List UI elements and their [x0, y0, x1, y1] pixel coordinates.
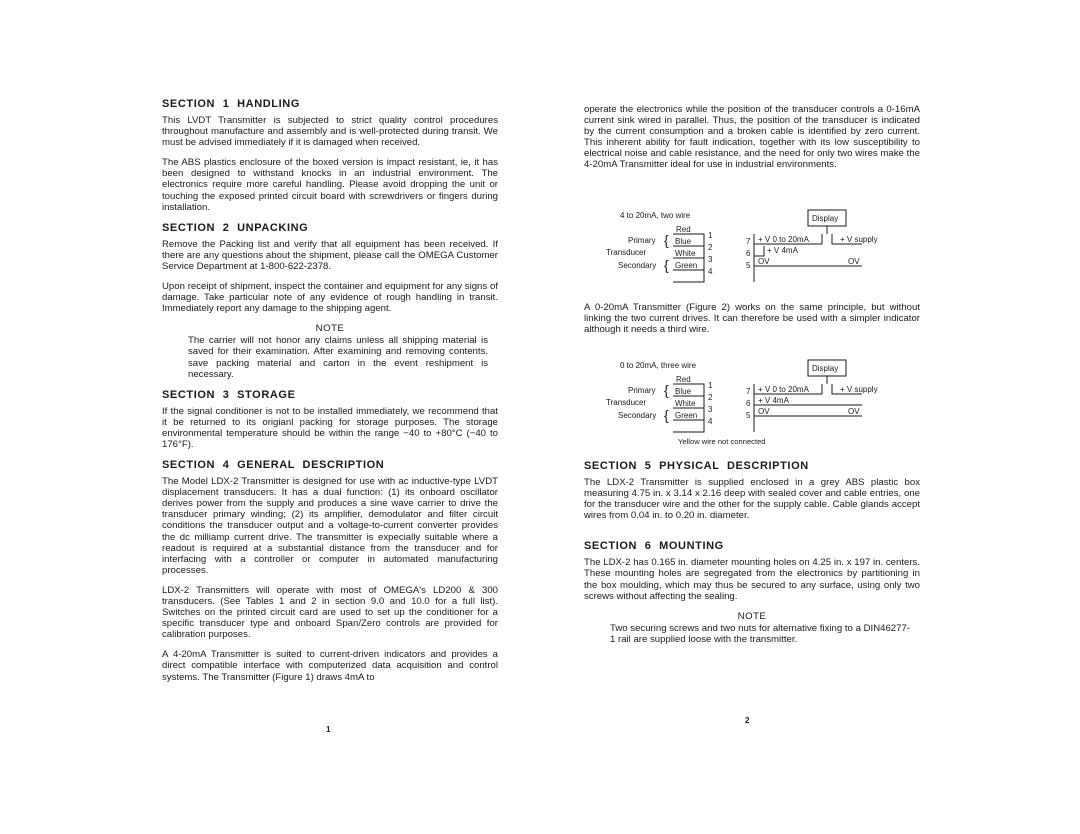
section-5-paragraph-1: The LDX-2 Transmitter is supplied enclosed in a grey ABS plastic box measuring 4.75 in. x 3.14 x 2.16 deep with sealed cover and cable entries, one for the transducer wire and the other for the supply cable. Cable glands accept wires from 0.04 in. to 0.20 in. diameter.: [584, 477, 920, 522]
figure-2-blue: Blue: [675, 387, 692, 396]
section-6-title: SECTION 6 MOUNTING: [584, 540, 724, 553]
figure-1-primary: Primary: [628, 236, 656, 245]
figure-2-v0to20: + V 0 to 20mA: [758, 385, 809, 394]
note-text-right: Two securing screws and two nuts for alternative fixing to a DIN46277-1 rail are supplied loose with the transmitter.: [610, 622, 910, 645]
figure-1-green: Green: [675, 261, 698, 270]
figure-1-v0to20: + V 0 to 20mA: [758, 235, 809, 244]
figure-1-terminal-1: 1: [708, 231, 713, 240]
right-intro-paragraph: operate the electronics while the position of the transducer controls a 0-16mA current sink wired in parallel. Thus, the position of the transducer is indicated by the current consumption and a broken cable is identified by zero current. This inherent ability for fault indication, together with its low susceptibility to electrical noise and cable resistance, and the need for only two wires make the 4-20mA Transmitter ideal for use in industrial environments.: [584, 104, 920, 171]
figure-1-secondary: Secondary: [618, 261, 657, 270]
right-page-top: [584, 104, 920, 180]
note-heading-right: NOTE: [737, 610, 767, 622]
figure-2-display-label: Display: [812, 364, 839, 373]
section-3-paragraph-1: If the signal conditioner is not to be installed immediately, we recommend that it be returned to its origianl packing for storage purposes. The storage environmental temperature should be within the range −40 to +80°C (−40 to 176°F).: [162, 405, 498, 450]
section-6-paragraph-1: The LDX-2 has 0.165 in. diameter mounting holes on 4.25 in. x 197 in. centers. These mounting holes are segregated from the electronics by partitioning in the box moulding, which may thus be secured to any surface, using only two screws without affecting the sealing.: [584, 557, 920, 602]
figure-2-caption: Yellow wire not connected: [678, 437, 766, 446]
figure-2-transducer: Transducer: [606, 398, 647, 407]
figure-2-supply: + V supply: [840, 385, 878, 394]
figure-2-wiring-diagram: [584, 354, 904, 448]
figure-2-red: Red: [676, 375, 691, 384]
section-2-title: SECTION 2 UNPACKING: [162, 221, 309, 234]
section-1-title: SECTION 1 HANDLING: [162, 98, 300, 110]
figure-2-terminal-5: 5: [746, 411, 751, 420]
figure-2-terminal-4: 4: [708, 417, 713, 426]
figure-2-terminal-7: 7: [746, 387, 751, 396]
figure-2-v4: + V 4mA: [758, 396, 789, 405]
figure-1-terminal-6: 6: [746, 249, 751, 258]
figure-1-red: Red: [676, 225, 691, 234]
figure-2-secondary: Secondary: [618, 411, 657, 420]
figure-1-white: White: [675, 249, 696, 258]
figure-1-supply: + V supply: [840, 235, 878, 244]
page-number-left: 1: [326, 725, 331, 734]
section-2-paragraph-2: Upon receipt of shipment, inspect the container and equipment for any signs of damage. Take particular note of any evidence of rough handling in transit. Immediately report any damage to the shipping agent.: [162, 281, 498, 315]
figure-1-terminal-5: 5: [746, 261, 751, 270]
figure-1-terminal-2: 2: [708, 243, 713, 252]
figure-1-wiring-diagram: [584, 204, 904, 288]
right-middle-paragraph: A 0-20mA Transmitter (Figure 2) works on the same principle, but without linking the two current drives. It can therefore be used with a simpler indicator although it needs a third wire.: [584, 302, 920, 336]
figure-2-terminal-3: 3: [708, 405, 713, 414]
figure-1-terminal-7: 7: [746, 237, 751, 246]
page-number-right: 2: [745, 716, 750, 725]
section-4-paragraph-3: A 4-20mA Transmitter is suited to current-driven indicators and provides a direct compatible interface with computerized data acquisition and control systems. The Transmitter (Figure 1) draws 4mA to: [162, 649, 498, 683]
note-heading: NOTE: [315, 323, 345, 335]
figure-1-title: 4 to 20mA, two wire: [620, 211, 691, 220]
figure-1-display-label: Display: [812, 214, 839, 223]
figure-2-ov-left: OV: [758, 407, 770, 416]
section-4-paragraph-1: The Model LDX-2 Transmitter is designed for use with ac inductive-type LVDT displacement transducers. It has a dual function: (1) its onboard oscillator derives power from the supply and produces a sine wave carrier to drive the transducer primary winding; (2) its amplifier, demodulator and filter circuit conditions the transducer output and a voltage-to-current converter provides the dc milliamp current drive. The transmitter is expecially suitable where a readout is required at a substantial distance from the transducer and for interfacing with a controller or computer in automated manufacturing processes.: [162, 476, 498, 576]
figure-2-secondary-brace: {: [664, 407, 669, 423]
note-text: The carrier will not honor any claims unless all shipping material is saved for their examination. After examining and removing contents. save packing material and carton in the event reshipment is necessary.: [188, 335, 488, 380]
section-3-title: SECTION 3 STORAGE: [162, 388, 296, 401]
figure-1-ov-left: OV: [758, 257, 770, 266]
section-4-title: SECTION 4 GENERAL DESCRIPTION: [162, 459, 385, 472]
figure-2-white: White: [675, 399, 696, 408]
figure-1-secondary-brace: {: [664, 257, 669, 273]
figure-1-ov-right: OV: [848, 257, 860, 266]
figure-2-terminal-6: 6: [746, 399, 751, 408]
figure-2-ov-right: OV: [848, 407, 860, 416]
figure-1-transducer: Transducer: [606, 248, 647, 257]
right-page-bottom: [584, 460, 920, 654]
figure-2-terminal-1: 1: [708, 381, 713, 390]
figure-2-green: Green: [675, 411, 698, 420]
section-5-title: SECTION 5 PHYSICAL DESCRIPTION: [584, 460, 809, 472]
figure-1-blue: Blue: [675, 237, 692, 246]
figure-2-terminal-2: 2: [708, 393, 713, 402]
figure-1-terminal-4: 4: [708, 267, 713, 276]
section-1-paragraph-1: This LVDT Transmitter is subjected to strict quality control procedures throughout manufacture and assembly and is well-protected during transit. We must be advised immediately if it is damaged when received.: [162, 115, 498, 149]
section-4-paragraph-2: LDX-2 Transmitters will operate with most of OMEGA's LD200 & 300 transducers. (See Tables 1 and 2 in section 9.0 and 10.0 for a full list). Switches on the printed circuit card are used to set up the conditioner for a specific transducer type and onboard Span/Zero controls are provided for calibration purposes.: [162, 584, 498, 641]
figure-2-primary: Primary: [628, 386, 656, 395]
figure-1-v4: + V 4mA: [767, 246, 798, 255]
section-2-paragraph-1: Remove the Packing list and verify that all equipment has been received. If there are any questions about the shipment, please call the OMEGA Customer Service Department at 1-800-622-2378.: [162, 238, 498, 272]
section-1-paragraph-2: The ABS plastics enclosure of the boxed version is impact resistant, ie, it has been designed to withstand knocks in an industrial environment. The electronics require more careful handling. Please avoid dropping the unit or touching the exposed printed circuit board with screwdrivers or fingers during installation.: [162, 157, 498, 213]
figure-1-primary-brace: {: [664, 232, 669, 248]
figure-2-title: 0 to 20mA, three wire: [620, 361, 697, 370]
right-page-middle: [584, 302, 920, 344]
figure-1-terminal-3: 3: [708, 255, 713, 264]
left-page: [162, 98, 498, 692]
figure-2-primary-brace: {: [664, 382, 669, 398]
